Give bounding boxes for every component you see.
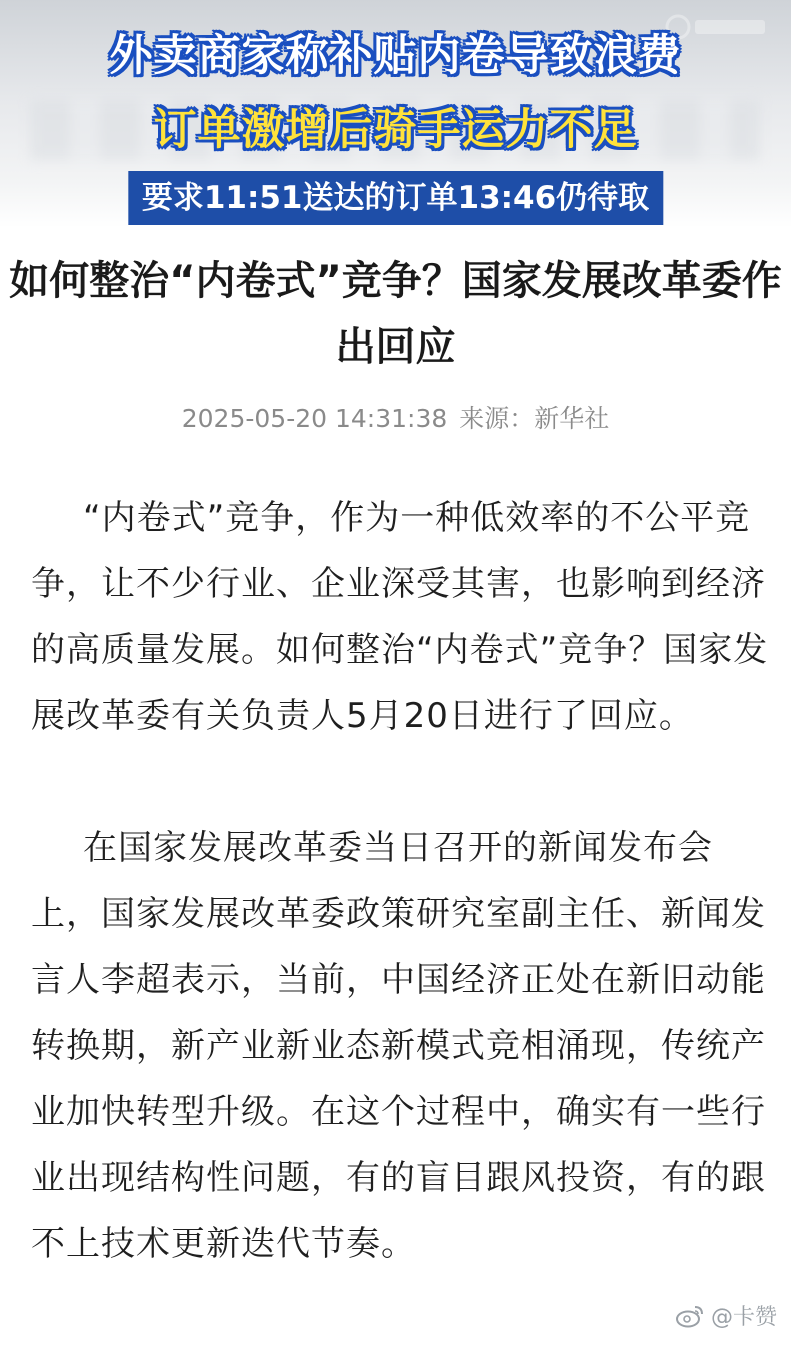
weibo-logo-icon (675, 1304, 705, 1328)
article-title: 如何整治“内卷式”竞争？国家发展改革委作出回应 (9, 258, 782, 370)
watermark-handle: @卡赞 (710, 1305, 777, 1330)
article-source: 来源：新华社 (459, 404, 610, 433)
article-timestamp: 2025-05-20 14:31:38 (181, 404, 448, 433)
banner-headline: 外卖商家称补贴内卷导致浪费 (109, 31, 682, 81)
news-banner (0, 0, 791, 228)
article-meta (0, 399, 791, 439)
article-paragraph: “内卷式”竞争，作为一种低效率的不公平竞争，让不少行业、企业深受其害，也影响到经济的高质量发展。如何整治“内卷式”竞争？国家发展改革委有关负责人5月20日进行了回应。 (31, 498, 769, 736)
weibo-watermark (675, 1300, 777, 1331)
banner-subheadline: 订单激增后骑手运力不足 (153, 105, 638, 155)
banner-detail: 要求11:51送达的订单13:46仍待取 (128, 171, 663, 225)
article-paragraph: 在国家发展改革委当日召开的新闻发布会上，国家发展改革委政策研究室副主任、新闻发言人李超表示，当前，中国经济正处在新旧动能转换期，新产业新业态新模式竞相涌现，传统产业加快转型升级。在这个过程中，确实有一些行业出现结构性问题，有的盲目跟风投资，有的跟不上技术更新迭代节奏。 (31, 828, 766, 1264)
